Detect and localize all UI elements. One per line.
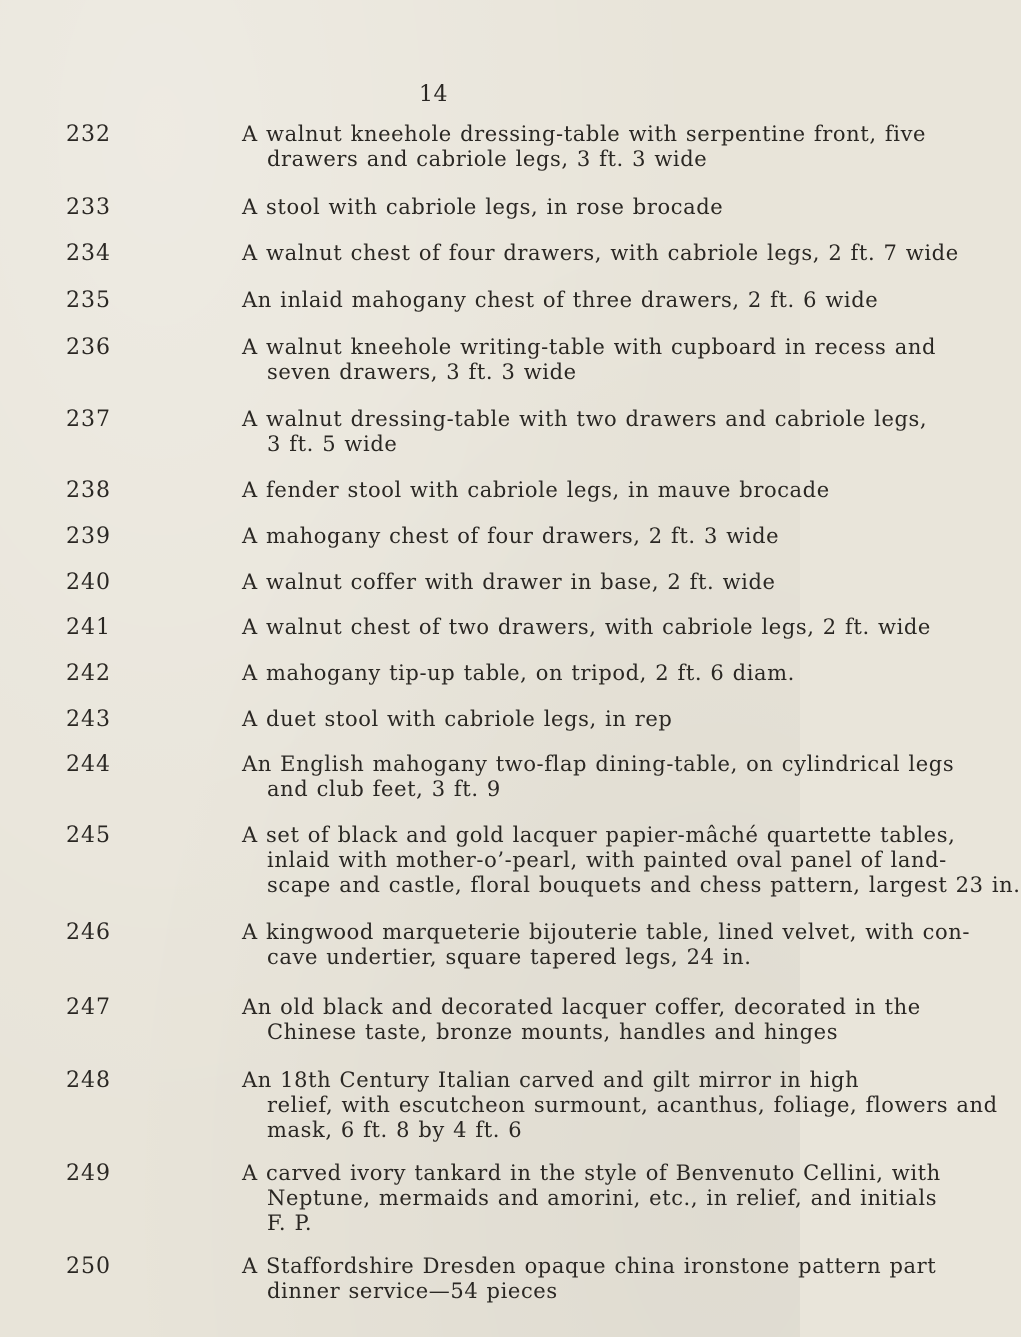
lot-line: mask, 6 ft. 8 by 4 ft. 6: [267, 1118, 523, 1142]
lot-line: F. P.: [267, 1211, 313, 1235]
lot-number: 249: [66, 1161, 111, 1186]
lot-line: and club feet, 3 ft. 9: [267, 777, 501, 801]
lot-number: 240: [66, 570, 111, 595]
lot-number: 246: [66, 920, 111, 945]
lot-line: seven drawers, 3 ft. 3 wide: [267, 360, 577, 384]
lot-description: [242, 920, 971, 970]
lot-line: A walnut dressing-table with two drawers and cabriole legs,: [242, 407, 928, 431]
lot-number: 235: [66, 288, 111, 313]
lot-number: 236: [66, 335, 111, 360]
lot-number: 237: [66, 407, 111, 432]
lot-number: 245: [66, 823, 111, 848]
lot-line: scape and castle, floral bouquets and chess pattern, largest 23 in.: [267, 873, 1021, 897]
lot-description: [242, 570, 776, 595]
lot-line: A carved ivory tankard in the style of Benvenuto Cellini, with: [242, 1161, 941, 1185]
lot-line: A stool with cabriole legs, in rose brocade: [242, 195, 724, 219]
lot-number: 239: [66, 524, 111, 549]
lot-line: dinner service—54 pieces: [267, 1279, 558, 1303]
lot-line: cave undertier, square tapered legs, 24 in.: [267, 945, 752, 969]
lot-number: 250: [66, 1254, 111, 1279]
lot-description: [242, 122, 927, 172]
lot-line: An 18th Century Italian carved and gilt mirror in high: [242, 1068, 860, 1092]
lot-number: 244: [66, 752, 111, 777]
lot-line: A walnut kneehole writing-table with cupboard in recess and: [242, 335, 936, 359]
lot-description: [242, 615, 931, 640]
lot-description: [242, 1161, 941, 1236]
lot-number: 232: [66, 122, 111, 147]
lot-description: [242, 195, 762, 220]
lot-line: A duet stool with cabriole legs, in rep: [242, 707, 673, 731]
lot-line: A fender stool with cabriole legs, in mauve brocade: [242, 478, 830, 502]
lot-line: A kingwood marqueterie bijouterie table, lined velvet, with con-: [242, 920, 971, 944]
lot-line: A mahogany tip-up table, on tripod, 2 ft. 6 diam.: [242, 661, 795, 685]
lot-number: 241: [66, 615, 111, 640]
lot-number: 238: [66, 478, 111, 503]
lot-description: [242, 335, 936, 385]
lot-description: [242, 241, 959, 266]
lot-description: [242, 995, 921, 1045]
lot-line: relief, with escutcheon surmount, acanthus, foliage, flowers and: [267, 1093, 998, 1117]
lot-number: 248: [66, 1068, 111, 1093]
lot-description: [242, 707, 762, 732]
lot-line: An old black and decorated lacquer coffer, decorated in the: [242, 995, 921, 1019]
lot-description: [242, 288, 879, 313]
lot-description: [242, 823, 1021, 898]
lot-line: A walnut kneehole dressing-table with serpentine front, five: [242, 122, 927, 146]
lot-line: Chinese taste, bronze mounts, handles and hinges: [267, 1020, 839, 1044]
lot-description: [242, 661, 795, 686]
lot-line: An English mahogany two-flap dining-table, on cylindrical legs: [242, 752, 955, 776]
lot-number: 243: [66, 707, 111, 732]
page-number: 14: [419, 82, 448, 107]
lot-number: 234: [66, 241, 111, 266]
lot-description: [242, 752, 955, 802]
lot-description: [242, 1254, 937, 1304]
lot-number: 247: [66, 995, 111, 1020]
lot-line: A walnut chest of four drawers, with cabriole legs, 2 ft. 7 wide: [242, 241, 959, 265]
lot-number: 233: [66, 195, 111, 220]
lot-line: inlaid with mother-o’-pearl, with painted oval panel of land-: [267, 848, 947, 872]
lot-description: [242, 1068, 998, 1143]
lot-line: A set of black and gold lacquer papier-mâché quartette tables,: [242, 823, 956, 847]
lot-description: [242, 524, 780, 549]
lot-line: A mahogany chest of four drawers, 2 ft. 3 wide: [242, 524, 780, 548]
lot-line: A Staffordshire Dresden opaque china ironstone pattern part: [242, 1254, 937, 1278]
lot-line: 3 ft. 5 wide: [267, 432, 398, 456]
lot-line: A walnut coffer with drawer in base, 2 ft. wide: [242, 570, 776, 594]
lot-number: 242: [66, 661, 111, 686]
lot-line: A walnut chest of two drawers, with cabriole legs, 2 ft. wide: [242, 615, 931, 639]
lot-line: drawers and cabriole legs, 3 ft. 3 wide: [267, 147, 708, 171]
lot-line: An inlaid mahogany chest of three drawers, 2 ft. 6 wide: [242, 288, 879, 312]
lot-description: [242, 478, 830, 503]
lot-line: Neptune, mermaids and amorini, etc., in relief, and initials: [267, 1186, 938, 1210]
lot-description: [242, 407, 928, 457]
